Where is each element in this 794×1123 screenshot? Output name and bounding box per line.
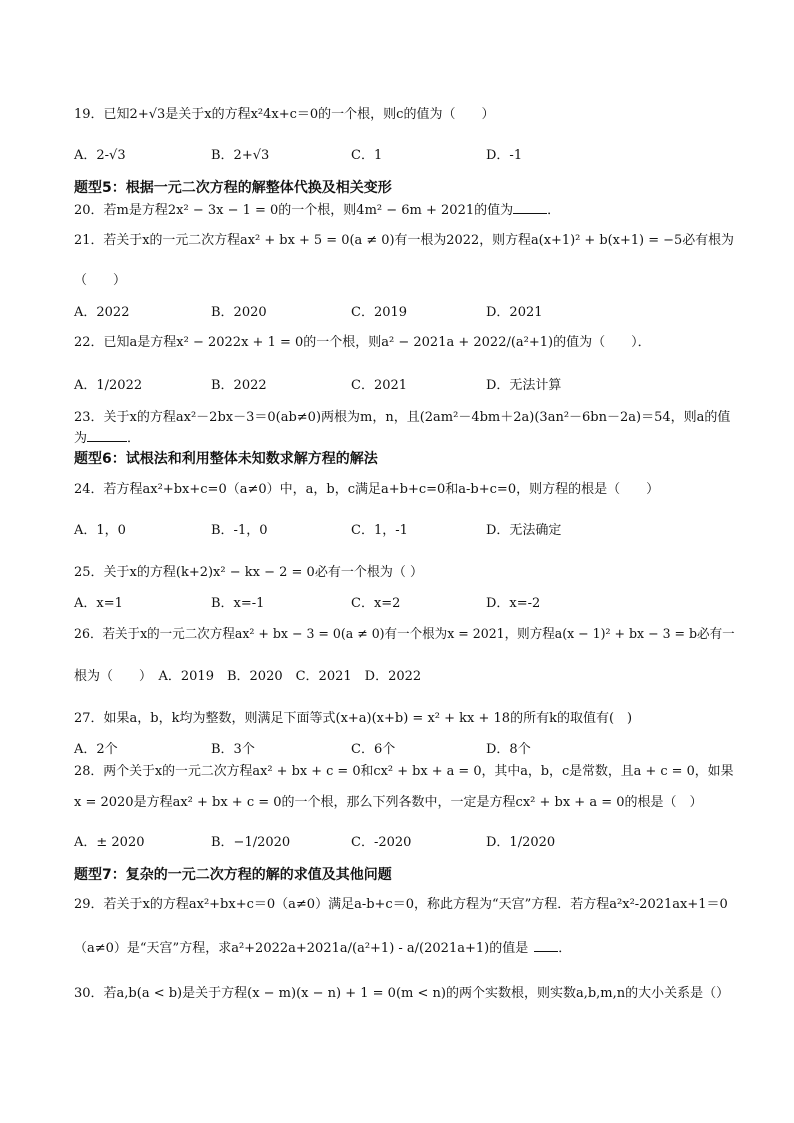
q27-options bbox=[74, 741, 734, 759]
question-22: 22．已知a是方程x² − 2022x + 1 = 0的一个根，则a² − 2021a + 2022/(a²+1)的值为（ ）． bbox=[74, 335, 651, 350]
q22-option-c[interactable]: C．2021 bbox=[351, 378, 408, 393]
q24-option-b[interactable]: B．-1，0 bbox=[211, 523, 268, 538]
q25-options bbox=[74, 595, 734, 613]
q21-option-d[interactable]: D．2021 bbox=[486, 305, 543, 320]
q27-option-b[interactable]: B．3个 bbox=[211, 742, 255, 757]
q28-options bbox=[74, 834, 734, 852]
question-26-line1: 26．若关于x的一元二次方程ax² + bx − 3 = 0(a ≠ 0)有一个根为x = 2021，则方程a(x − 1)² + bx − 3 = b必有一 bbox=[74, 627, 735, 642]
q22-options bbox=[74, 377, 734, 395]
q20-answer-blank[interactable] bbox=[513, 201, 547, 214]
q24-option-d[interactable]: D．无法确定 bbox=[486, 523, 562, 538]
section-heading-6: 题型6：试根法和利用整体未知数求解方程的解法 bbox=[74, 451, 378, 467]
q19-option-a[interactable]: A．2-√3 bbox=[74, 148, 126, 163]
q19-options bbox=[74, 147, 734, 165]
q21-option-c[interactable]: C．2019 bbox=[351, 305, 408, 320]
question-28-line2: x = 2020是方程ax² + bx + c = 0的一个根，那么下列各数中，一定是方程cx² + bx + a = 0的根是（ ） bbox=[74, 795, 703, 810]
q23-post: ． bbox=[127, 431, 141, 446]
question-20 bbox=[74, 201, 560, 220]
question-21: 21．若关于x的一元二次方程ax² + bx + 5 = 0(a ≠ 0)有一根为2022，则方程a(x+1)² + b(x+1) = −5必有根为 bbox=[74, 233, 734, 248]
question-26-line2: 根为（ ） A．2019 B．2020 C．2021 D．2022 bbox=[74, 669, 422, 684]
q25-option-d[interactable]: D．x=-2 bbox=[486, 596, 541, 611]
q25-option-c[interactable]: C．x=2 bbox=[351, 596, 401, 611]
q21-option-a[interactable]: A．2022 bbox=[74, 305, 130, 320]
q24-option-a[interactable]: A．1，0 bbox=[74, 523, 126, 538]
q29-pre: （a≠0）是“天宫”方程，求a²+2022a+2021a/(a²+1) - a/(2021a+1)的值是 bbox=[74, 941, 529, 956]
q20-tail: ． bbox=[547, 203, 561, 218]
q19-option-c[interactable]: C．1 bbox=[351, 148, 383, 163]
question-27: 27．如果a，b，k均为整数，则满足下面等式(x+a)(x+b) = x² + kx + 18的所有k的取值有( ) bbox=[74, 711, 633, 726]
q27-option-a[interactable]: A．2个 bbox=[74, 742, 118, 757]
q24-options bbox=[74, 522, 734, 540]
q25-option-a[interactable]: A．x=1 bbox=[74, 596, 123, 611]
question-23-line1: 23．关于x的方程ax²－2bx－3＝0(ab≠0)两根为m，n，且(2am²－4bm＋2a)(3an²－6bn－2a)＝54，则a的值 bbox=[74, 410, 731, 425]
q22-option-a[interactable]: A．1/2022 bbox=[74, 378, 143, 393]
q23-pre: 为 bbox=[74, 431, 88, 446]
q28-option-c[interactable]: C．-2020 bbox=[351, 835, 412, 850]
q21-option-b[interactable]: B．2020 bbox=[211, 305, 267, 320]
q29-post: ． bbox=[558, 941, 572, 956]
q19-option-b[interactable]: B．2+√3 bbox=[211, 148, 270, 163]
q28-option-d[interactable]: D．1/2020 bbox=[486, 835, 556, 850]
q28-option-b[interactable]: B．−1/2020 bbox=[211, 835, 291, 850]
q25-option-b[interactable]: B．x=-1 bbox=[211, 596, 265, 611]
q20-stem: 20．若m是方程2x² − 3x − 1 = 0的一个根，则4m² − 6m + 2021的值为 bbox=[74, 203, 514, 218]
question-23-line2 bbox=[74, 429, 140, 448]
q27-option-d[interactable]: D．8个 bbox=[486, 742, 531, 757]
question-30: 30．若a,b(a < b)是关于方程(x − m)(x − n) + 1 = 0(m < n)的两个实数根，则实数a,b,m,n的大小关系是（） bbox=[74, 986, 730, 1001]
q23-answer-blank[interactable] bbox=[87, 429, 127, 442]
q24-option-c[interactable]: C．1，-1 bbox=[351, 523, 408, 538]
q29-answer-blank[interactable] bbox=[534, 939, 558, 952]
q22-option-d[interactable]: D．无法计算 bbox=[486, 378, 562, 393]
q19-option-d[interactable]: D．-1 bbox=[486, 148, 523, 163]
section-heading-7: 题型7：复杂的一元二次方程的解的求值及其他问题 bbox=[74, 867, 392, 883]
q22-option-b[interactable]: B．2022 bbox=[211, 378, 267, 393]
q27-option-c[interactable]: C．6个 bbox=[351, 742, 396, 757]
question-28-line1: 28．两个关于x的一元二次方程ax² + bx + c = 0和cx² + bx + a = 0，其中a，b，c是常数，且a + c = 0，如果 bbox=[74, 764, 734, 779]
question-24: 24．若方程ax²+bx+c=0（a≠0）中，a，b，c满足a+b+c=0和a-b+c=0，则方程的根是（ ） bbox=[74, 482, 660, 497]
question-25: 25．关于x的方程(k+2)x² − kx − 2 = 0必有一个根为（ ） bbox=[74, 565, 423, 580]
q21-answer-paren: （ ） bbox=[74, 273, 127, 288]
section-heading-5: 题型5：根据一元二次方程的解整体代换及相关变形 bbox=[74, 180, 392, 196]
q21-options bbox=[74, 304, 734, 322]
question-29-line1: 29．若关于x的方程ax²+bx+c＝0（a≠0）满足a-b+c＝0，称此方程为“天宫”方程．若方程a²x²-2021ax+1＝0 bbox=[74, 897, 728, 912]
q28-option-a[interactable]: A．± 2020 bbox=[74, 835, 145, 850]
question-19: 19．已知2+√3是关于x的方程x²4x+c＝0的一个根，则c的值为（ ） bbox=[74, 107, 495, 122]
question-29-line2 bbox=[74, 939, 571, 958]
